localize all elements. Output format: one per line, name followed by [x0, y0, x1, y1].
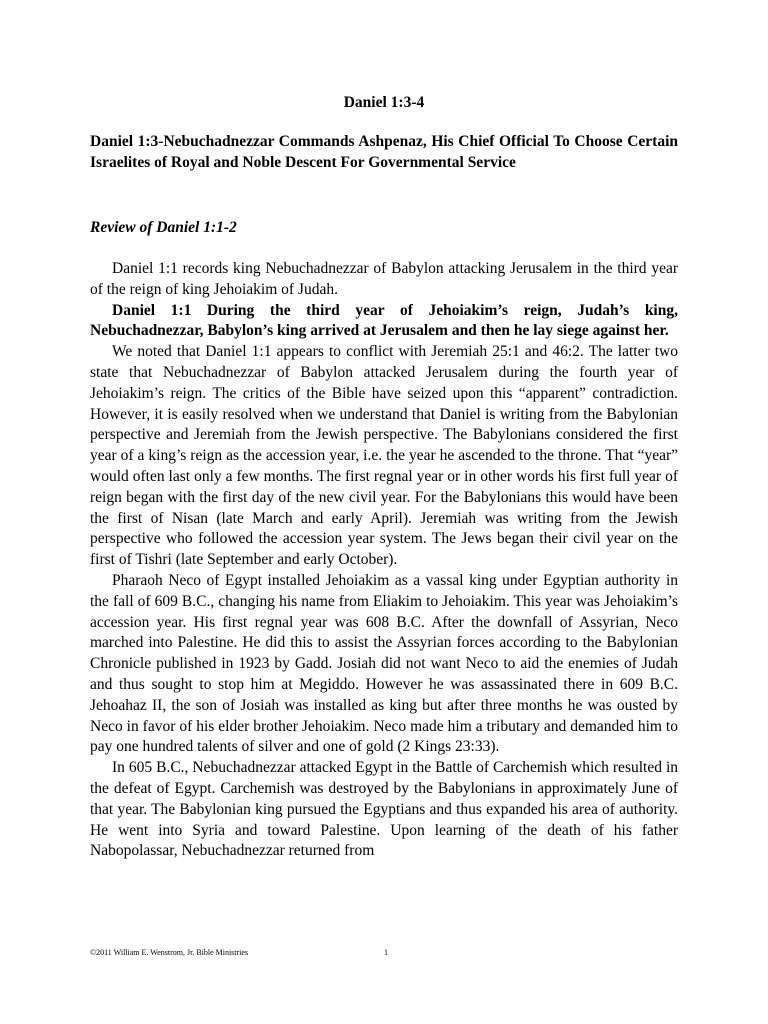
paragraph: We noted that Daniel 1:1 appears to conflict with Jeremiah 25:1 and 46:2. The latter two state that Nebuchadnezzar of Babylon attacked Jerusalem during the fourth year of Jehoiakim’s reign. The critics of the Bible have seized upon this “apparent” contradiction. However, it is easily resolved when we understand that Daniel is writing from the Babylonian perspective and Jeremiah from the Jewish perspective. The Babylonians considered the first year of a king’s reign as the accession year, i.e. the year he ascended to the throne. That “year” would often last only a few months. The first regnal year or in other words his first full year of reign began with the first day of the new civil year. For the Babylonians this would have been the first of Nisan (late March and early April). Jeremiah was writing from the Jewish perspective who followed the accession year system. The Jews began their civil year on the first of Tishri (late September and early October).	[90, 343, 678, 569]
document-page	[90, 0, 678, 1024]
section-heading: Daniel 1:3-Nebuchadnezzar Commands Ashpenaz, His Chief Official To Choose Certain Israelites of Royal and Noble Descent For Governmental Service	[90, 133, 678, 171]
scripture-verse: Daniel 1:1 During the third year of Jehoiakim’s reign, Judah’s king, Nebuchadnezzar, Babylon’s king arrived at Jerusalem and then he lay siege against her.	[90, 301, 678, 340]
page-footer	[90, 948, 678, 962]
page-title: Daniel 1:3-4	[343, 94, 425, 111]
paragraph: Pharaoh Neco of Egypt installed Jehoiakim as a vassal king under Egyptian authority in the fall of 609 B.C., changing his name from Eliakim to Jehoiakim. This year was Jehoiakim’s accession year. His first regnal year was 608 B.C. After the downfall of Assyrian, Neco marched into Palestine. He did this to assist the Assyrian forces according to the Babylonian Chronicle published in 1923 by Gadd. Josiah did not want Neco to aid the enemies of Judah and thus sought to stop him at Megiddo. However he was assassinated there in 609 B.C. Jehoahaz II, the son of Josiah was installed as king but after three months he was ousted by Neco in favor of his elder brother Jehoiakim. Neco made him a tributary and demanded him to pay one hundred talents of silver and one of gold (2 Kings 23:33).	[90, 571, 678, 756]
paragraph: Daniel 1:1 records king Nebuchadnezzar of Babylon attacking Jerusalem in the third year of the reign of king Jehoiakim of Judah.	[90, 260, 678, 298]
page-number: 1	[384, 948, 388, 957]
copyright-notice: ©2011 William E. Wenstrom, Jr. Bible Ministries	[90, 948, 249, 957]
review-subheading: Review of Daniel 1:1-2	[90, 219, 237, 236]
paragraph: In 605 B.C., Nebuchadnezzar attacked Egypt in the Battle of Carchemish which resulted in the defeat of Egypt. Carchemish was destroyed by the Babylonians in approximately June of that year. The Babylonian king pursued the Egyptians and thus expanded his area of authority. He went into Syria and toward Palestine. Upon learning of the death of his father Nabopolassar, Nebuchadnezzar returned from	[90, 759, 678, 860]
document-body	[90, 259, 678, 862]
